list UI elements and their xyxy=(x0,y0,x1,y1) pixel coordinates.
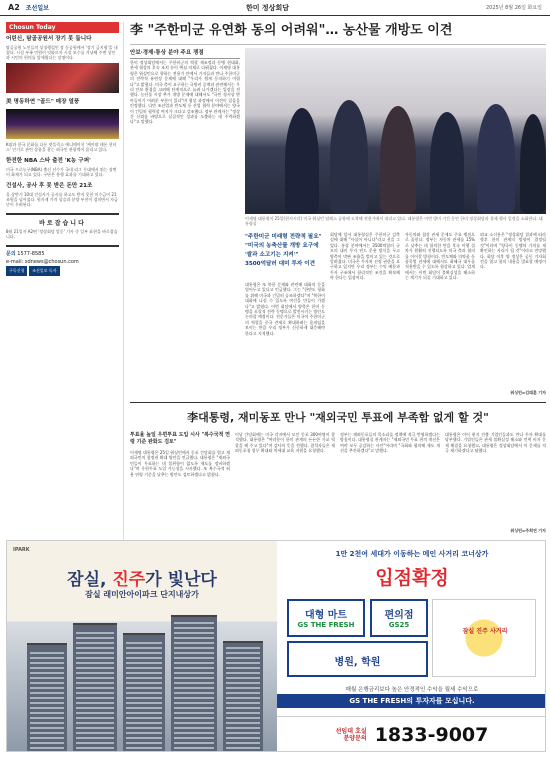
phone-number[interactable]: 1833-9007 xyxy=(374,724,489,746)
pull-quote: "미국의 농축산물 개방 요구에 '쌀과 소고기는 지켜'" xyxy=(245,243,319,258)
article-column: 대통령은 이어 현지 진출 기업인들과도 만나 투자 확대를 당부했다. 기업인들은 관세 불확실성 해소와 인력 비자 문제 해결을 요청했고, 대통령은 정상회담에서 이 문제를 적극 제기하겠다고 답했다. xyxy=(445,432,546,454)
sidebar-article[interactable] xyxy=(6,158,119,177)
contact-box xyxy=(6,245,119,276)
ad-phone-block[interactable] xyxy=(277,716,546,752)
correction-body: 8월 21일자 A2면 '정상회담 앞둔' 기사 중 일부 표현을 바로잡습니다. xyxy=(6,229,118,239)
phone-label xyxy=(336,728,367,742)
ad-note: 매월 은행금리보다 높은 안정적인 수익을 월세 수익으로 xyxy=(345,687,479,693)
contact-phone[interactable]: 1577-8585 xyxy=(17,251,45,257)
section-name: 한미 정상회담 xyxy=(245,3,289,12)
ad-right-panel xyxy=(277,541,546,752)
ad-headline xyxy=(7,565,277,590)
article-column: 외교 소식통은 "정상회담 결과에 따라 향후 한미 관계의 방향이 결정될 것"이라며 "양국이 동맹의 가치를 재확인하는 자리가 될 것"이라고 전망했다. 회담 이후 양 정상은 공동 기자회견을 열고 합의 내용을 발표할 예정이다. xyxy=(480,232,546,270)
contact-line xyxy=(6,250,119,258)
tenant-title: 병원, 학원 xyxy=(334,657,381,668)
newspaper-brand: 조선일보 xyxy=(25,5,49,12)
ad-headline-c: 가 빛난다 xyxy=(145,570,217,590)
phone-label-b: 분양문의 xyxy=(343,735,367,742)
sidebar-article-title: 한전한 NBA 스타 출전 'K농 구퍼' xyxy=(6,158,91,164)
tenant-title: 편의점 xyxy=(384,610,414,621)
contact-tags xyxy=(6,266,119,276)
article-column: 정부는 재외동포들의 목소리를 정책에 적극 반영하겠다는 방침이다. 대통령실 관계자는 "재외국민 투표 편의 개선은 여야 모두 공감하는 사안"이라며 "국회와 협의해 제도 개선을 추진하겠다"고 말했다. xyxy=(340,432,440,454)
tenant-box xyxy=(287,641,428,677)
pull-quote: "주한미군 미래형 전략적 필요" xyxy=(245,234,322,240)
article-column: 자동차와 철강 관세 문제도 주요 쟁점으로 꼽힌다. 정부는 자동차 관세를 15%로 낮추는 데 합의한 만큼 후속 이행 절차가 원활히 진행되도록 미국 측과 협의를 이어갈 방침이다. 반도체와 의약품 등 품목별 관세에 대해서도 최혜국 대우를 적용받을 수 있도록 협상하고 있다. 업계에서는 이번 회담이 불확실성을 해소하는 계기가 되길 기대하고 있다. xyxy=(405,232,475,281)
building-illustration xyxy=(223,641,263,752)
issue-date: 2025년 8월 26일 화요일 xyxy=(485,5,542,11)
sidebar-article[interactable] xyxy=(6,183,119,207)
article-column: 이재명 대통령은 25일 워싱턴에서 동포 간담회를 열고 재외국민의 참정권 확대 방안을 언급했다. 대통령은 "재외국민들이 투표하는 데 불편함이 없도록 제도를 정비하겠다"며 우편투표 도입 가능성을 시사했다. 또 복수국적 허용 연령 기준을 낮추는 방안도 검토하겠다고 밝혔다. xyxy=(130,450,230,477)
second-headline: 李대통령, 재미동포 만나 "재외국민 투표에 부족함 없게 할 것" xyxy=(130,402,546,425)
reader-tag[interactable]: 조선일보 독자 xyxy=(29,266,59,276)
sidebar-article[interactable] xyxy=(6,36,119,93)
byline: 워싱턴=김태훈 기자 xyxy=(510,390,546,395)
correction-title: 바로잡습니다 xyxy=(39,220,86,227)
location-map xyxy=(432,599,536,677)
article-column: 회담에 앞서 대통령실은 주한미군 감축설에 대해 "사실이 아니다"라고 선을 그었다. 통상 분야에서는 3500억달러 규모의 대미 투자 펀드 운용 방식을 두고 양측이 막판 조율을 벌이고 있는 것으로 알려졌다. 미국은 투자처 선정 권한을 요구하고 있지만 우리 정부는 수익 배분과 투자 구조에서 합리적인 조건을 확보해야 한다는 입장이다. xyxy=(330,232,400,281)
second-kicker: 투표율 높일 우편투표 도입 시사 "복수국적 연령 기준 완화도 검토" xyxy=(130,432,230,445)
sidebar-photo xyxy=(6,109,119,139)
advertisement[interactable] xyxy=(6,540,546,752)
pull-quotes xyxy=(245,233,325,269)
sidebar-heading: Chosun Today xyxy=(6,22,119,33)
main-photo xyxy=(245,48,546,214)
byline: 워싱턴=주희연 기자 xyxy=(510,528,546,533)
main-kicker: 안보·경제·통상 분야 주요 쟁점 xyxy=(130,48,240,59)
ad-right-main: 입점확정 xyxy=(375,567,449,589)
photo-caption xyxy=(245,216,546,226)
contact-label: 문의 xyxy=(6,251,16,257)
sidebar-article-body: 탑골공원 노인들의 상징행렬인 장 동공원에서 '장기 금지령'을 내렸다. 시설 부족 민원이 잇따르자 시설 보수를 겨냥해 주변 상인과 시민의 편의를 앞세웠다는 설명이다. xyxy=(6,45,118,60)
photo-caption-text: 이재명 대통령이 25일(현지시각) 미국 워싱턴 덜레스 공항에 도착해 전용기에서 내리고 있다. 대통령은 이번 방미 기간 동안 한미 정상회담과 경제 행사 일정을 소화한다. xyxy=(245,216,538,221)
ad-left-panel xyxy=(7,541,277,752)
page-header xyxy=(0,0,550,16)
subscribe-tag[interactable]: 구독신청 xyxy=(6,266,27,276)
building-illustration xyxy=(27,643,67,752)
sidebar-article-title: 어린신, 탐골공원서 장기 못 둡니다 xyxy=(6,36,92,42)
chosun-today-sidebar xyxy=(6,22,124,540)
sidebar-article-title: 美 명동하연 "골드" 매장 열풍 xyxy=(6,99,80,105)
sidebar-article-body: 미국 프로농구(NBA) 출신 선수가 국내 리그 무대에서 뛰는 장면이 화제가 되고 있다. 구단은 흥행 효과를 기대하고 있다. xyxy=(6,167,117,177)
ad-headline-a: 잠실, xyxy=(67,570,113,590)
ad-brand: IPARK xyxy=(13,547,30,553)
article-column: 대통령은 또 북한 문제와 관련해 대화의 문을 열어두고 있다고 언급했다. 그는 "한반도 평화를 위해 미국과 긴밀히 공조하겠다"며 "북한이 대화에 나설 수 있도록 여건을 만들어 가겠다"고 밝혔다. 이번 회담에서 양측은 한미 동맹을 포괄적 전략 동맹으로 발전시키는 방안도 논의할 예정이다. 전문가들은 미국이 주한미군의 역할을 중국 견제로 확대하려는 움직임을 보이는 만큼 우리 정부가 신중하게 대응해야 한다고 지적했다. xyxy=(245,282,325,336)
phone-label-a: 선임대 호실 xyxy=(335,728,367,735)
sidebar-article[interactable] xyxy=(6,99,119,152)
building-illustration xyxy=(171,615,217,752)
page-number: A2 xyxy=(8,3,20,12)
main-headline: 李 "주한미군 유연화 동의 어려워"… 농산물 개방도 이견 xyxy=(130,22,546,45)
pull-quote: 3500억달러 대미 투자 이견 xyxy=(245,261,316,267)
tenant-sub: GS25 xyxy=(388,621,410,629)
sidebar-article-body: K팝과 한국 문화를 다룬 넷플릭스 애니메이션 '케이팝 데몬 헌터스' 인기로 관련 상품을 찾는 외국인 관광객이 몰리고 있다. xyxy=(6,142,117,152)
building-illustration xyxy=(73,623,117,752)
map-label: 잠실 진주 사거리 xyxy=(462,628,508,635)
ad-note-banner: GS THE FRESH의 투자자를 모십니다. xyxy=(277,694,546,708)
sidebar-article-body: 올 상반기 10대 건설사가 공사를 하고도 받지 못한 미수금이 21조원을 넘어섰다. 원자재 가격 상승과 분양 부진이 겹치면서 자금난이 우려된다. xyxy=(6,192,118,207)
article-column: 한미 정상회담에서는 주한미군의 역할 재조정과 동맹 현대화, 관세 협상의 후속 조치 등이 핵심 의제로 다뤄졌다. 이재명 대통령은 워싱턴으로 향하는 전용기 안에서 기자들과 만나 주한미군의 전략적 유연성 문제에 대해 "우리가 쉽게 동의하기 어렵다"고 밝혔다. 미국 측이 요구하는 국방비 증액과 관련해서는 우리 안보 환경을 고려해 단계적으로 늘려 나가겠다는 입장을 전했다. 농산물 시장 추가 개방 문제에 대해서도 "국민 정서상 받아들이기 어려운 부분이 있다"며 협상 과정에서 이견이 있음을 인정했다. 다만 조선업과 반도체 등 산업 협력 분야에서는 양국이 긴밀히 협력할 여지가 크다고 강조했다. 정부 관계자는 "정상 간 신뢰를 바탕으로 실질적인 성과를 도출하는 데 주력하겠다"고 말했다. xyxy=(130,60,240,125)
sidebar-article-title: 건설사, 공사 후 못 받은 돈만 21조 xyxy=(6,183,93,189)
sidebar-photo xyxy=(6,63,119,93)
tenant-box xyxy=(287,599,365,637)
ad-headline-b: 진주 xyxy=(112,570,146,590)
tenant-sub: GS THE FRESH xyxy=(297,621,355,629)
building-illustration xyxy=(123,633,165,752)
correction-box xyxy=(6,213,119,239)
photo-credit: 대통령실 xyxy=(245,216,543,226)
article-column: 이날 간담회에는 미국 각지에서 모인 동포 300여명이 참석했다. 대통령은 "여러분이 한미 관계의 든든한 가교 역할을 해 주고 있다"며 감사의 뜻을 전했다. 참석자들은 재외동포청 업무 확대와 차세대 교육 지원을 요청했다. xyxy=(235,432,335,454)
contact-email[interactable]: e-mail: sdnews@chosun.com xyxy=(6,259,79,265)
ad-subhead: 잠실 래미안아이파크 단지내상가 xyxy=(85,590,199,599)
ad-right-topline: 1만 2천여 세대가 이동하는 메인 사거리 코너상가 xyxy=(335,550,489,558)
tenant-title: 대형 마트 xyxy=(304,610,348,621)
tenant-box xyxy=(370,599,428,637)
header-left xyxy=(8,3,49,12)
